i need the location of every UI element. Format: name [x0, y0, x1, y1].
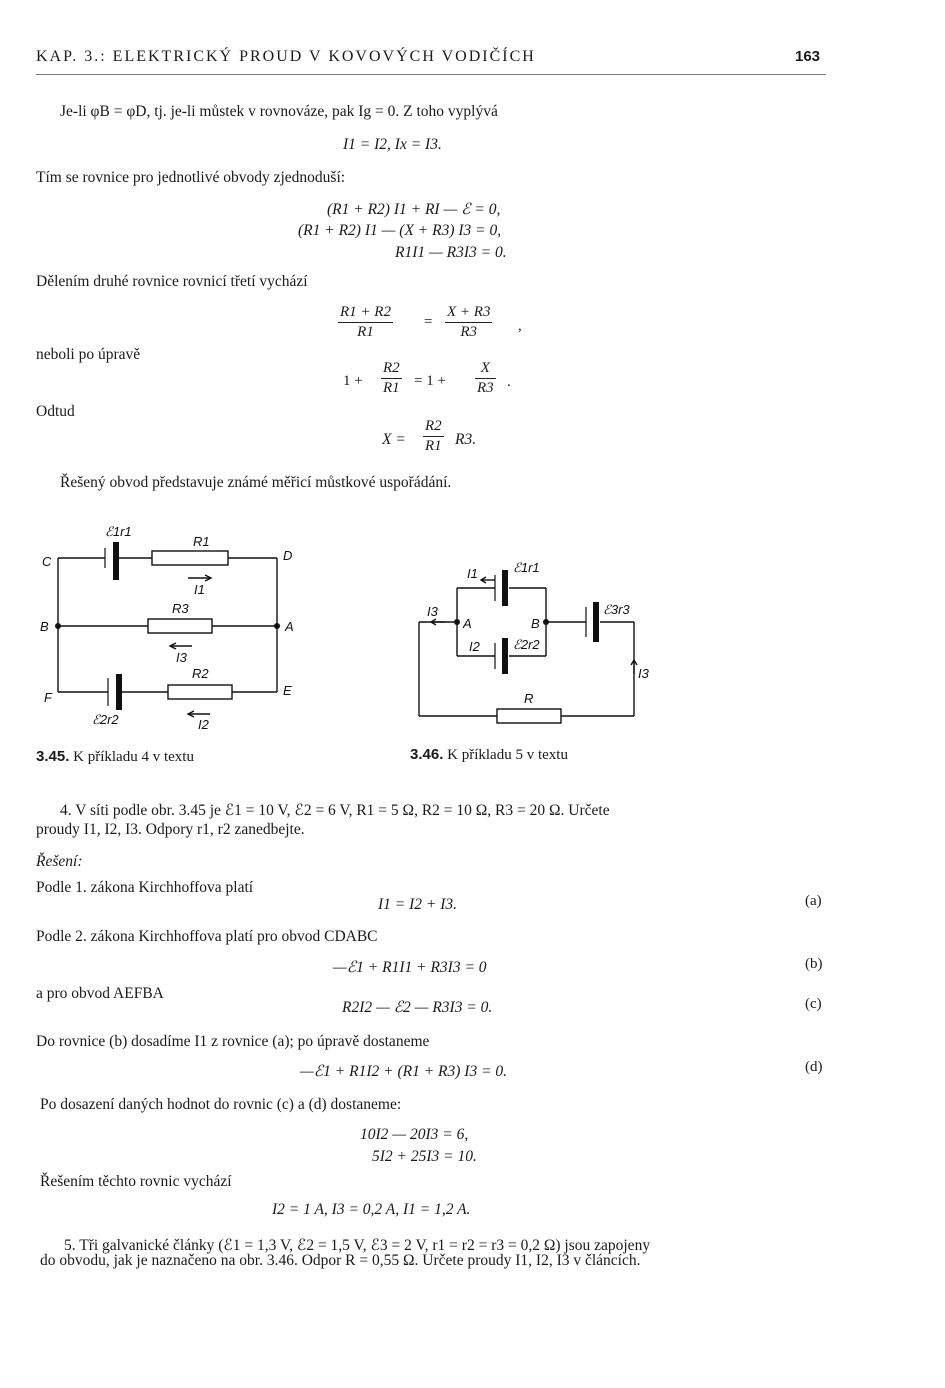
node-b: [543, 619, 549, 625]
denominator: R1: [425, 438, 442, 454]
header-rule: [36, 74, 826, 75]
fraction-bar: [338, 322, 393, 323]
label-c: C: [42, 554, 52, 569]
equation-term-one-plus: 1 +: [343, 373, 363, 389]
fraction-x-over-r3: [475, 360, 496, 397]
equation-numeric-2: 5I2 + 25I3 = 10.: [372, 1148, 477, 1165]
result-currents: I2 = 1 A, I3 = 0,2 A, I1 = 1,2 A.: [272, 1201, 471, 1218]
solution-text: Řešením těchto rovnic vychází: [40, 1173, 232, 1190]
resistor-r: [497, 709, 561, 723]
paragraph-after-rearranging: neboli po úpravě: [36, 346, 141, 363]
fraction-bar: [381, 378, 402, 379]
denominator: R3: [477, 380, 494, 396]
label-e: E: [283, 683, 292, 698]
tag-a: (a): [805, 893, 822, 909]
paragraph-simplify: Tím se rovnice pro jednotlivé obvody zjednoduší:: [36, 169, 346, 186]
caption-text: K příkladu 5 v textu: [447, 747, 568, 763]
paragraph-hence: Odtud: [36, 403, 75, 420]
numerator: R1 + R2: [340, 304, 391, 320]
label-r3: R3: [172, 601, 189, 616]
page-number: 163: [795, 48, 821, 65]
label-f: F: [44, 690, 52, 705]
equals-sign: =: [424, 314, 433, 330]
caption-fig-3-45: [36, 748, 194, 766]
node-a: [454, 619, 460, 625]
equation-numeric-1: 10I2 — 20I3 = 6,: [360, 1126, 469, 1143]
numerator: X: [480, 360, 490, 376]
label-r1: R1: [193, 534, 210, 549]
equation-d: —ℰ1 + R1I2 + (R1 + R3) I3 = 0.: [300, 1063, 508, 1080]
equation-loop-1: (R1 + R2) I1 + RI — ℰ = 0,: [327, 201, 501, 218]
fraction-bar: [445, 322, 492, 323]
caption-fig-3-46: [410, 746, 568, 764]
label-e3r3: ℰ3r3: [603, 602, 630, 617]
node-b: [55, 623, 61, 629]
numerator: X + R3: [447, 304, 491, 320]
battery-e2-short-plate: [502, 638, 508, 674]
paragraph-balance-condition: Je-li φB = φD, tj. je-li můstek v rovnováze, pak Ig = 0. Z toho vyplývá: [60, 103, 498, 120]
example-4-line-1: 4. V síti podle obr. 3.45 je ℰ1 = 10 V, ℰ2 = 6 V, R1 = 5 Ω, R2 = 10 Ω, R3 = 20 Ω. Určete: [60, 802, 610, 819]
battery-e1-short-plate: [113, 542, 119, 580]
equation-c: R2I2 — ℰ2 — R3I3 = 0.: [342, 999, 493, 1016]
loop-aefba-text: a pro obvod AEFBA: [36, 985, 164, 1002]
numerator: R2: [425, 418, 442, 434]
caption-number: 3.46.: [410, 746, 444, 763]
example-5-line-1: 5. Tři galvanické články (ℰ1 = 1,3 V, ℰ2 = 1,5 V, ℰ3 = 2 V, r1 = r2 = r3 = 0,2 Ω) jsou zapojeny: [64, 1237, 651, 1254]
equation-a: I1 = I2 + I3.: [378, 896, 458, 913]
label-a: A: [463, 616, 472, 631]
label-i2: I2: [469, 639, 480, 654]
comma: ,: [518, 318, 522, 334]
label-r2: R2: [192, 666, 209, 681]
label-i2: I2: [198, 717, 209, 732]
node-a: [274, 623, 280, 629]
label-e2r2: ℰ2r2: [92, 712, 119, 727]
paragraph-division: Dělením druhé rovnice rovnicí třetí vychází: [36, 273, 308, 290]
fraction-bar: [475, 378, 496, 379]
resistor-r2: [168, 685, 232, 699]
battery-e3-short-plate: [593, 602, 599, 642]
label-a: A: [285, 619, 294, 634]
tag-c: (c): [805, 996, 822, 1012]
label-d: D: [283, 548, 293, 563]
fraction-r2-over-r1: [381, 360, 402, 397]
equation-loop-3: R1I1 — R3I3 = 0.: [395, 244, 507, 261]
denominator: R1: [383, 380, 400, 396]
label-i3-left: I3: [427, 604, 438, 619]
fraction-bar: [423, 436, 444, 437]
period: .: [507, 374, 511, 390]
battery-e2-short-plate: [116, 674, 122, 710]
values-text: Po dosazení daných hodnot do rovnic (c) a (d) dostaneme:: [40, 1096, 402, 1113]
label-r: R: [524, 691, 534, 706]
equation-r3-tail: R3.: [455, 431, 477, 448]
fraction-x-plus-r3-over-r3: [445, 304, 492, 341]
label-e2r2: ℰ2r2: [513, 637, 540, 652]
label-i3: I3: [176, 650, 187, 665]
tag-b: (b): [805, 956, 823, 972]
substitution-text: Do rovnice (b) dosadíme I1 z rovnice (a); po úpravě dostaneme: [36, 1033, 430, 1050]
resistor-r3: [148, 619, 212, 633]
label-i1: I1: [194, 582, 205, 597]
running-header: KAP. 3.: ELEKTRICKÝ PROUD V KOVOVÝCH VODIČÍCH: [36, 48, 536, 65]
label-e1r1: ℰ1r1: [513, 560, 540, 575]
fraction-r2-over-r1-result: [423, 418, 444, 455]
equation-loop-2: (R1 + R2) I1 — (X + R3) I3 = 0,: [298, 222, 502, 239]
label-i1: I1: [467, 566, 478, 581]
numerator: R2: [383, 360, 400, 376]
example-5-line-2: do obvodu, jak je naznačeno na obr. 3.46. Odpor R = 0,55 Ω. Určete proudy I1, I2, I3 v článcích.: [40, 1252, 641, 1269]
solution-heading: Řešení:: [36, 853, 83, 870]
equation-b: —ℰ1 + R1I1 + R3I3 = 0: [333, 959, 487, 976]
kirchhoff-2-text: Podle 2. zákona Kirchhoffova platí pro obvod CDABC: [36, 928, 378, 945]
caption-text: K příkladu 4 v textu: [73, 749, 194, 765]
equation-equals-one-plus: = 1 +: [414, 373, 446, 389]
figure-3-46-circuit: [405, 550, 665, 735]
resistor-r1: [152, 551, 228, 565]
kirchhoff-1-text: Podle 1. zákona Kirchhoffova platí: [36, 879, 254, 896]
equation-currents-equal: I1 = I2, Ix = I3.: [343, 136, 442, 153]
label-e1r1: ℰ1r1: [105, 524, 132, 539]
label-b: B: [40, 619, 49, 634]
denominator: R3: [460, 324, 478, 340]
equation-x-equals: X =: [382, 431, 406, 448]
caption-number: 3.45.: [36, 748, 70, 765]
denominator: R1: [357, 324, 374, 340]
tag-d: (d): [805, 1059, 823, 1075]
battery-e1-short-plate: [502, 570, 508, 606]
label-i3-right: I3: [638, 666, 649, 681]
label-b: B: [531, 616, 540, 631]
fraction-r1-plus-r2-over-r1: [338, 304, 393, 341]
paragraph-bridge-arrangement: Řešený obvod představuje známé měřicí můstkové uspořádání.: [60, 474, 452, 491]
example-4-line-2: proudy I1, I2, I3. Odpory r1, r2 zanedbejte.: [36, 821, 305, 838]
figure-3-45-circuit: [30, 520, 330, 740]
